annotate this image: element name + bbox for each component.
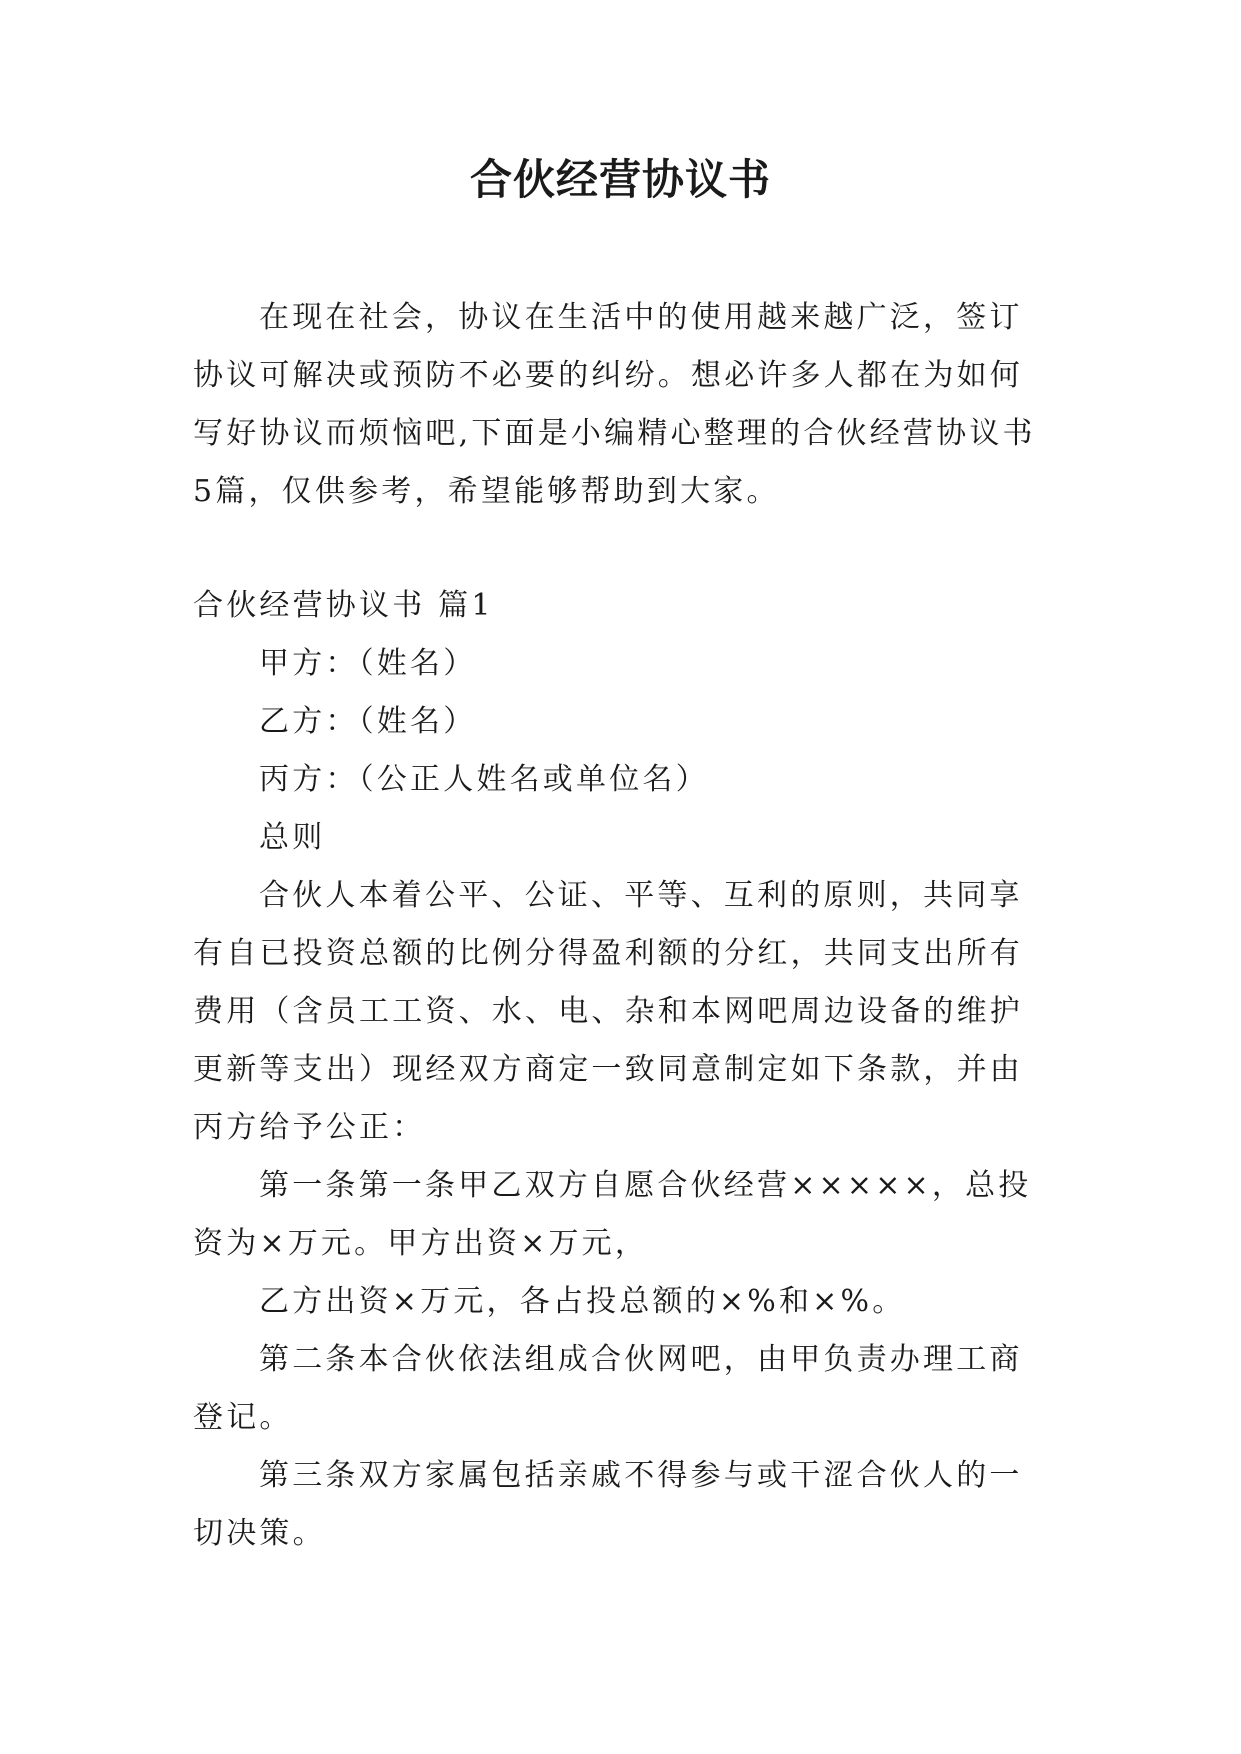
general-provisions-heading: 总则 xyxy=(259,820,326,855)
article-1-paragraph: 第一条第一条甲乙双方自愿合伙经营×××××，总投资为×万元。甲方出资×万元， xyxy=(193,1168,1032,1261)
section-heading: 合伙经营协议书 篇1 xyxy=(193,588,494,623)
article-1-continuation: 乙方出资×万元，各占投总额的×%和×%。 xyxy=(259,1284,906,1319)
party-c-line: 丙方：（公正人姓名或单位名） xyxy=(259,762,709,797)
document-title: 合伙经营协议书 xyxy=(469,155,771,204)
party-a-line: 甲方：（姓名） xyxy=(259,646,477,681)
party-b-line: 乙方：（姓名） xyxy=(259,704,477,739)
article-3-paragraph: 第三条双方家属包括亲戚不得参与或干涩合伙人的一切决策。 xyxy=(193,1458,1023,1551)
article-2-paragraph: 第二条本合伙依法组成合伙网吧，由甲负责办理工商登记。 xyxy=(193,1342,1023,1435)
intro-paragraph: 在现在社会，协议在生活中的使用越来越广泛，签订协议可解决或预防不必要的纠纷。想必许多人都在为如何写好协议而烦恼吧,下面是小编精心整理的合伙经营协议书5篇，仅供参考，希望能够帮助到大家。 xyxy=(193,300,1036,509)
principle-paragraph: 合伙人本着公平、公证、平等、互利的原则，共同享有自已投资总额的比例分得盈利额的分红，共同支出所有费用（含员工工资、水、电、杂和本网吧周边设备的维护更新等支出）现经双方商定一致同意制定如下条款，并由丙方给予公正： xyxy=(193,878,1023,1145)
